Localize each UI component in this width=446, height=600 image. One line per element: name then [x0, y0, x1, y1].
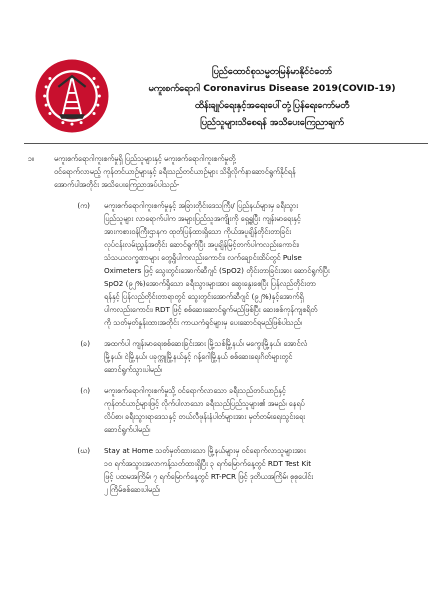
document-header [112, 63, 432, 131]
header-announcement: ပြည်သူများသိစေရန် အသိပေးကြေညာချက် [200, 117, 344, 128]
header-divider [24, 143, 428, 144]
item-line: ဆောင်ရွက်ပါမည်၊ [104, 425, 151, 434]
list-item [28, 384, 426, 436]
intro-line: မကူးစက်ရောဂါကူးစက်မှုရှိ ပြည်သူများနှင့် မကူးစက်ရောဂါကူးစက်မှုတို့ [54, 154, 236, 163]
intro-line: ဝင်ရောက်လာမည့် ကုန်တင်ယာဉ်များနှင့် ခရီးသည်တင်ယာဉ်များ သိရှိလိုက်နာဆောင်ရွက်နိုင်ရန် [54, 167, 296, 176]
item-line: ဆောင်ရွက်သွားပါမည်၊ [104, 365, 162, 374]
item-line: ကုန်တင်ယာဉ်များဖြင့် လိုက်ပါလာသော ခရီးသည်ပြည်သူများ၏ အမည်၊ နေရပ် [104, 399, 305, 408]
header-country: ပြည်ထောင်စုသမ္မတမြန်မာနိုင်ငံတော် [212, 66, 332, 77]
item-line: SpO2 (၉၂%)အောက်ရှိသော ခရီးသွားများအား ဆွေးနွေးစေပြီး ပြန်လည်တိုင်းတာ [104, 279, 317, 288]
item-label: (ခ) [80, 339, 90, 348]
list-item [28, 199, 426, 329]
item-line: ပါကလည်းကောင်း၊ RDT ဖြင့် စစ်ဆေးဆောင်ရွက်မည်ဖြစ်ပြီး ဆေးစစ်ကုန်ကျစရိတ် [104, 305, 318, 314]
item-line: ကို သတ်မှတ်နှုန်းထားအတိုင်း ကာယကံရှင်များမှ ပေးဆောင်ရမည်ဖြစ်ပါသည်၊ [104, 318, 302, 327]
item-label: (က) [77, 201, 90, 210]
item-line: အထက်ပါ ကျန်းမာရေးစစ်ဆေးခြင်းအား မြို့သစ်မြို့နယ်၊ မကွေးမြို့နယ်၊ အောင်လံ [104, 339, 308, 348]
item-line: ပြည်သူများ လာရောက်ပါက အများပြည်သူအကျိုးကို ရှေ့ရှုပြီး ကျန်းမာရေးနှင့် [104, 214, 301, 223]
header-committee: ထိန်းချုပ်ရေးနှင့်အရေးပေါ်တုံ့ပြန်ရေးကော်မတီ [194, 100, 350, 111]
intro-paragraph [28, 152, 426, 191]
committee-emblem [34, 58, 110, 134]
item-line: ၂ ကြိမ်စစ်ဆေးပါမည်၊ [104, 485, 161, 494]
item-line: သံသယလက္ခဏာများ တွေ့ရှိပါကလည်းကောင်း၊ လက်ချောင်းထိပ်တွင် Pulse [104, 253, 302, 262]
item-line: ဖြင့် ပထမအကြိမ်၊ ၇ ရက်မြောက်နေ့တွင် RT-PCR ဖြင့် ဒုတိယအကြိမ်၊ စုစုပေါင်း [104, 472, 314, 481]
item-line: မကူးစက်ရောဂါကူးစက်မှုသို့ ဝင်ရောက်လာသော ခရီးသည်တင်ယာဉ်နှင့် [104, 386, 286, 395]
item-line: မကူးစက်ရောဂါကူးစက်မှုနှင့် အခြားတိုင်းဒေသကြီး/ ပြည်နယ်များမှ ခရီးသွား [104, 201, 299, 210]
document-body [28, 152, 426, 496]
item-line: လုပ်ငန်းလမ်းညွှန်အတိုင်း ဆောင်ရွက်ပြီး အပူချိန်မြင့်တက်ပါကလည်းကောင်း၊ [104, 240, 300, 249]
intro-number: ၁။ [28, 154, 35, 163]
item-label: (ဂ) [80, 386, 90, 395]
item-line: မြို့နယ်၊ ငဲမြို့နယ်၊ ပခုက္ကူမြို့နယ်နှင့် ဂန့်ဂေါမြို့နယ် စစ်ဆေးရေးဂိတ်များတွင် [104, 352, 293, 361]
item-line: Oximeters ဖြင့် သွေးတွင်းအောက်ဆီဂျင် (SpO2) တိုင်းတာခြင်းအား ဆောင်ရွက်ပြီး [104, 266, 330, 275]
intro-line: အောက်ပါအတိုင်း အသိပေးကြေညာအပ်ပါသည်- [54, 180, 180, 189]
item-line: လိပ်စာ၊ ခရီးသွားရာဒေသနှင့် တယ်လီဖုန်းနံပါတ်များအား မှတ်တမ်းရေးသွင်းရေး [104, 412, 305, 421]
header-disease: မကူးစက်ရောဂါ Coronavirus Disease 2019(COVID-19) [148, 83, 396, 94]
item-line: အားကစားဝန်ကြီးဌာနက ထုတ်ပြန်ထားရှိသော ကိုယ်အပူချိန်တိုင်းတာခြင်း [104, 227, 292, 236]
item-line: ရန်နှင့် ပြန်လည်တိုင်းတာရာတွင် သွေးတွင်းအောက်ဆီဂျင် (၉၂%)နှင့်အောက်ရှိ [104, 292, 304, 301]
item-line: ၁၀ ရက်အသွားအလာကန့်သတ်ထားရှိပြီး ၃ ရက်မြောက်နေ့တွင် RDT Test Kit [104, 459, 312, 468]
item-line: Stay at Home သတ်မှတ်ထားသော မြို့နယ်များမှ ဝင်ရောက်လာသူများအား [104, 446, 306, 455]
item-label: (ဃ) [77, 446, 90, 455]
list-item [28, 444, 426, 496]
list-item [28, 337, 426, 376]
